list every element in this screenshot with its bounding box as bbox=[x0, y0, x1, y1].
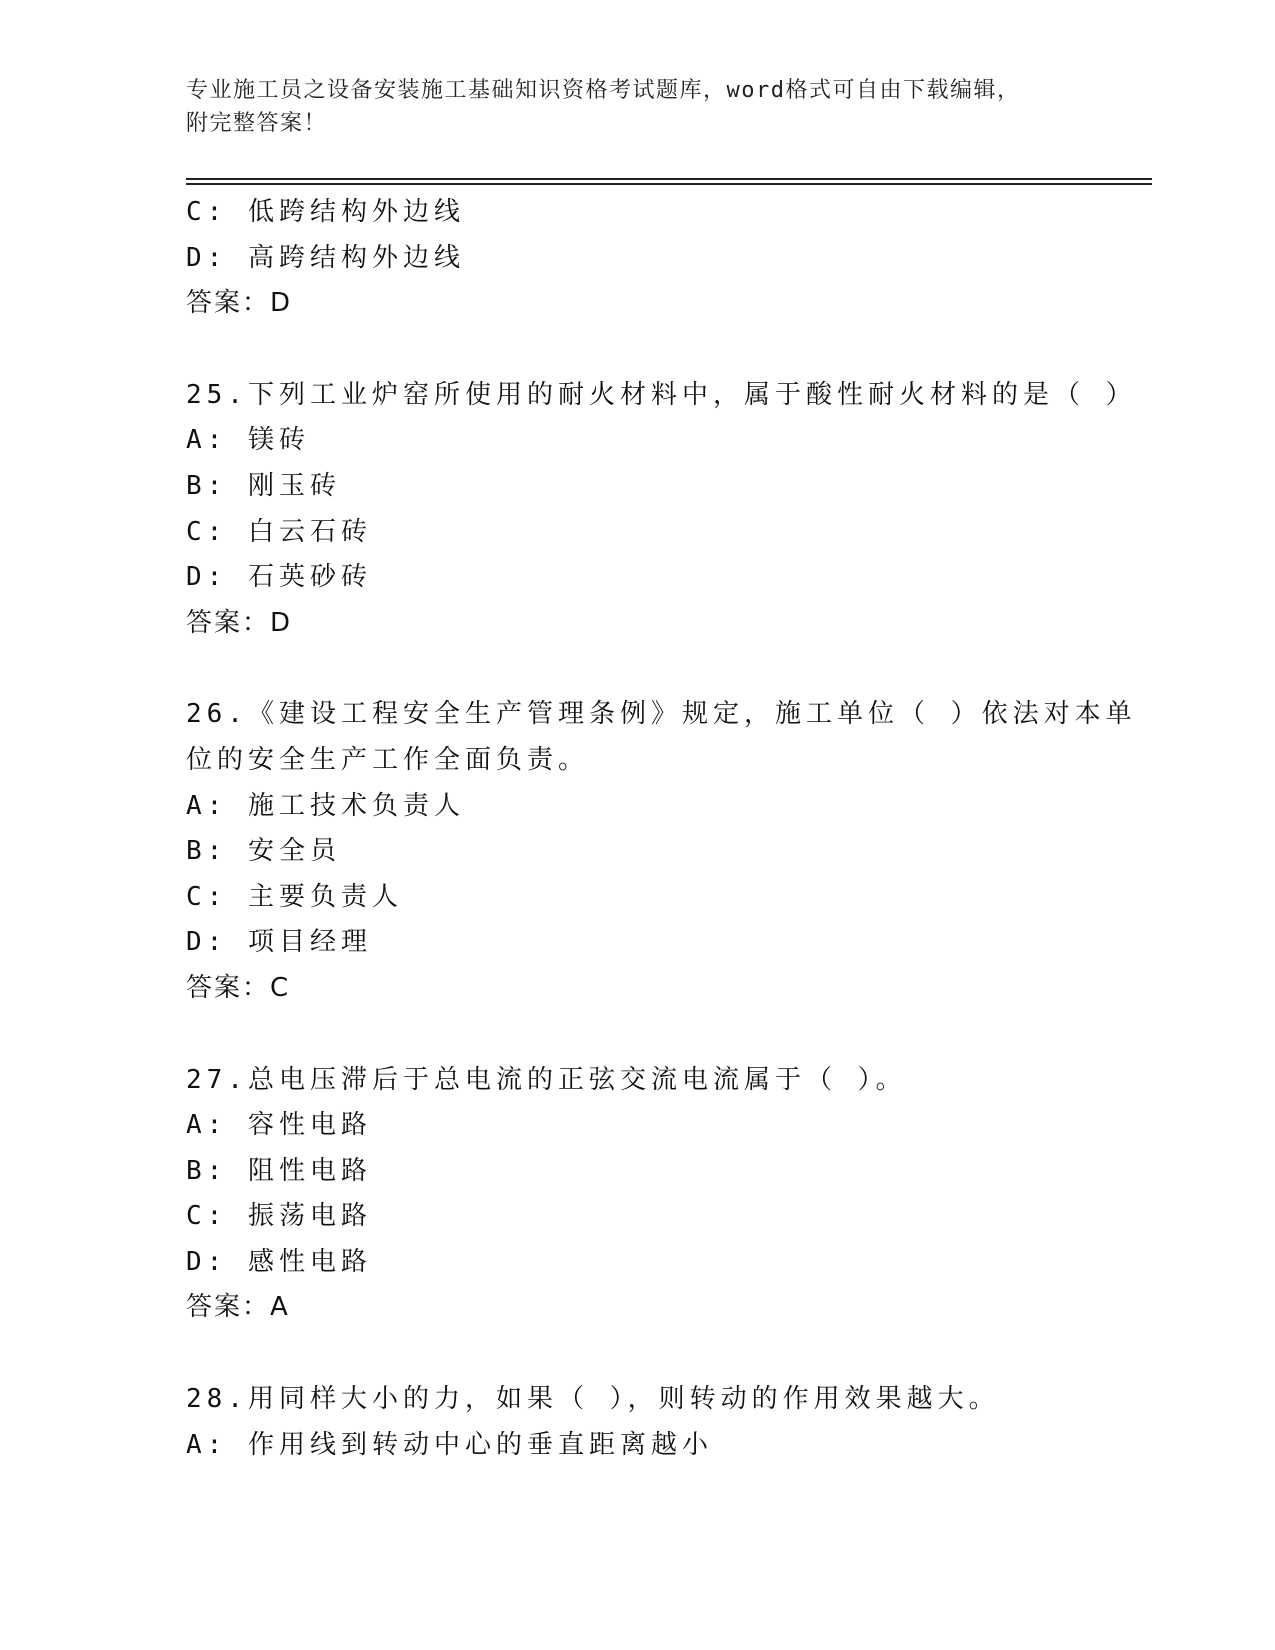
option-a: A: 施工技术负责人 bbox=[186, 790, 465, 821]
header-rule-top bbox=[186, 178, 1152, 180]
option-d: D: 感性电路 bbox=[186, 1246, 372, 1277]
option-c: C: 振荡电路 bbox=[186, 1201, 372, 1232]
question-stem-line-2: 位的安全生产工作全面负责。 bbox=[186, 744, 590, 775]
option-a: A: 作用线到转动中心的垂直距离越小 bbox=[186, 1429, 713, 1460]
option-a: A: 容性电路 bbox=[186, 1110, 372, 1141]
option-d: D: 高跨结构外边线 bbox=[186, 242, 465, 273]
question-28 bbox=[186, 1377, 1126, 1468]
question-stem-line-1: 26.《建设工程安全生产管理条例》规定，施工单位（ ）依法对本单 bbox=[186, 699, 1137, 730]
answer-line: 答案：A bbox=[186, 1292, 290, 1323]
option-a: A: 镁砖 bbox=[186, 425, 310, 456]
option-d: D: 项目经理 bbox=[186, 927, 372, 958]
header-line-1: 专业施工员之设备安装施工基础知识资格考试题库，word格式可自由下载编辑， bbox=[186, 78, 1021, 103]
option-b: B: 阻性电路 bbox=[186, 1155, 372, 1186]
question-stem: 27.总电压滞后于总电流的正弦交流电流属于（ ）。 bbox=[186, 1064, 907, 1095]
header-line-2: 附完整答案！ bbox=[186, 111, 328, 136]
answer-line: 答案：D bbox=[186, 288, 293, 319]
question-list bbox=[186, 190, 1137, 1468]
question-24-tail bbox=[186, 190, 1126, 327]
option-c: C: 低跨结构外边线 bbox=[186, 197, 465, 227]
option-c: C: 主要负责人 bbox=[186, 881, 403, 912]
question-stem: 25.下列工业炉窑所使用的耐火材料中，属于酸性耐火材料的是（ ） bbox=[186, 379, 1137, 410]
spacer bbox=[186, 1331, 1126, 1377]
option-b: B: 安全员 bbox=[186, 836, 341, 867]
question-25 bbox=[186, 373, 1137, 647]
question-26 bbox=[186, 692, 1137, 1011]
answer-line: 答案：D bbox=[186, 607, 293, 638]
option-d: D: 石英砂砖 bbox=[186, 562, 372, 593]
option-c: C: 白云石砖 bbox=[186, 516, 372, 547]
spacer bbox=[186, 327, 1126, 373]
spacer bbox=[186, 646, 1126, 692]
document-header bbox=[186, 74, 1086, 140]
question-stem: 28.用同样大小的力，如果（ ），则转动的作用效果越大。 bbox=[186, 1384, 1000, 1415]
spacer bbox=[186, 1012, 1126, 1058]
option-b: B: 刚玉砖 bbox=[186, 470, 341, 501]
header-rule-bottom bbox=[186, 183, 1152, 185]
question-27 bbox=[186, 1058, 1126, 1332]
answer-line: 答案：C bbox=[186, 972, 291, 1003]
